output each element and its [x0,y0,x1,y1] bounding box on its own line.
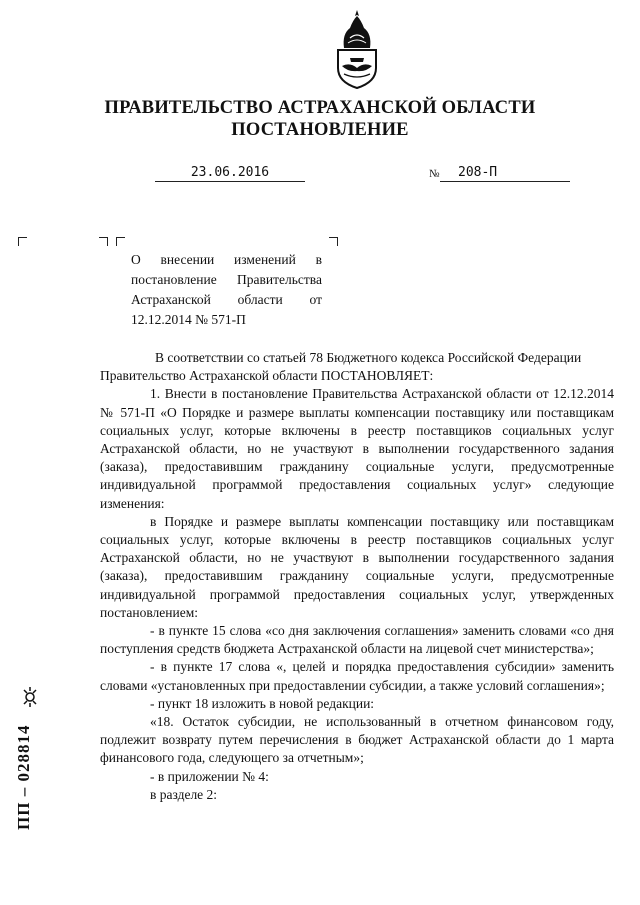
coat-of-arms-emblem [330,8,384,90]
resolution-paragraph: Правительство Астраханской области ПОСТАНОВЛЯЕТ: [100,368,434,384]
document-number: 208-П [440,165,570,182]
document-date: 23.06.2016 [155,165,305,182]
corner-mark [99,237,108,246]
ornament-icon [20,686,40,708]
document-type-title: ПОСТАНОВЛЕНИЕ [231,120,409,140]
government-title: ПРАВИТЕЛЬСТВО АСТРАХАНСКОЙ ОБЛАСТИ [104,98,536,118]
number-sign: № [429,168,440,180]
amendment-intro-paragraph: в Порядке и размере выплаты компенсации поставщику или поставщикам социальных услуг, которые включены в реестр поставщиков социальных услуг Астраханской области, но не участвуют в выполнении государственного задания (заказа), предоставившим гражданину социальные услуги, предусмотренные индивидуальной программой предоставления социальных услуг, утвержденных постановлением: [100,513,614,620]
item-18-new-text: «18. Остаток субсидии, не использованный в отчетном финансовом году, подлежит возврату путем перечисления в бюджет Астраханской области до 1 марта финансового года, следующего за отчетным»; [100,714,614,766]
corner-mark [329,237,338,246]
amendment-item-15: - в пункте 15 слова «со дня заключения соглашения» заменить словами «со дня поступления средств бюджета Астраханской области на лицевой счет министерства»; [100,623,614,657]
appendix-4-item: - в приложении № 4: [150,768,269,784]
corner-mark [116,237,125,246]
amendment-item-17: - в пункте 17 слова «, целей и порядка предоставления субсидии» заменить словами «установленных при предоставлении субсидии, а также условий соглашения»; [100,659,614,693]
preamble-paragraph: В соответствии со статьей 78 Бюджетного кодекса Российской Федерации [155,350,582,365]
serial-stamp: ПП – 028814 [14,724,33,830]
section-2-item: в разделе 2: [150,786,218,802]
clause-1-paragraph: 1. Внести в постановление Правительства Астраханской области от 12.12.2014 № 571-П «О Порядке и размере выплаты компенсации поставщику или поставщикам социальных услуг, которые включены в реестр поставщиков социальных услуг Астраханской области, но не участвуют в выполнении государственного задания (заказа), предоставившим гражданину социальные услуги, предусмотренные индивидуальной программой предоставления социальных услуг» следующие изменения: [100,386,614,511]
corner-mark [18,237,27,246]
amendment-item-18: - пункт 18 изложить в новой редакции: [150,695,375,711]
document-body [100,349,614,804]
document-subject: О внесении изменений в постановление Правительства Астраханской области от 12.12.2014 № 571-П [131,252,322,327]
